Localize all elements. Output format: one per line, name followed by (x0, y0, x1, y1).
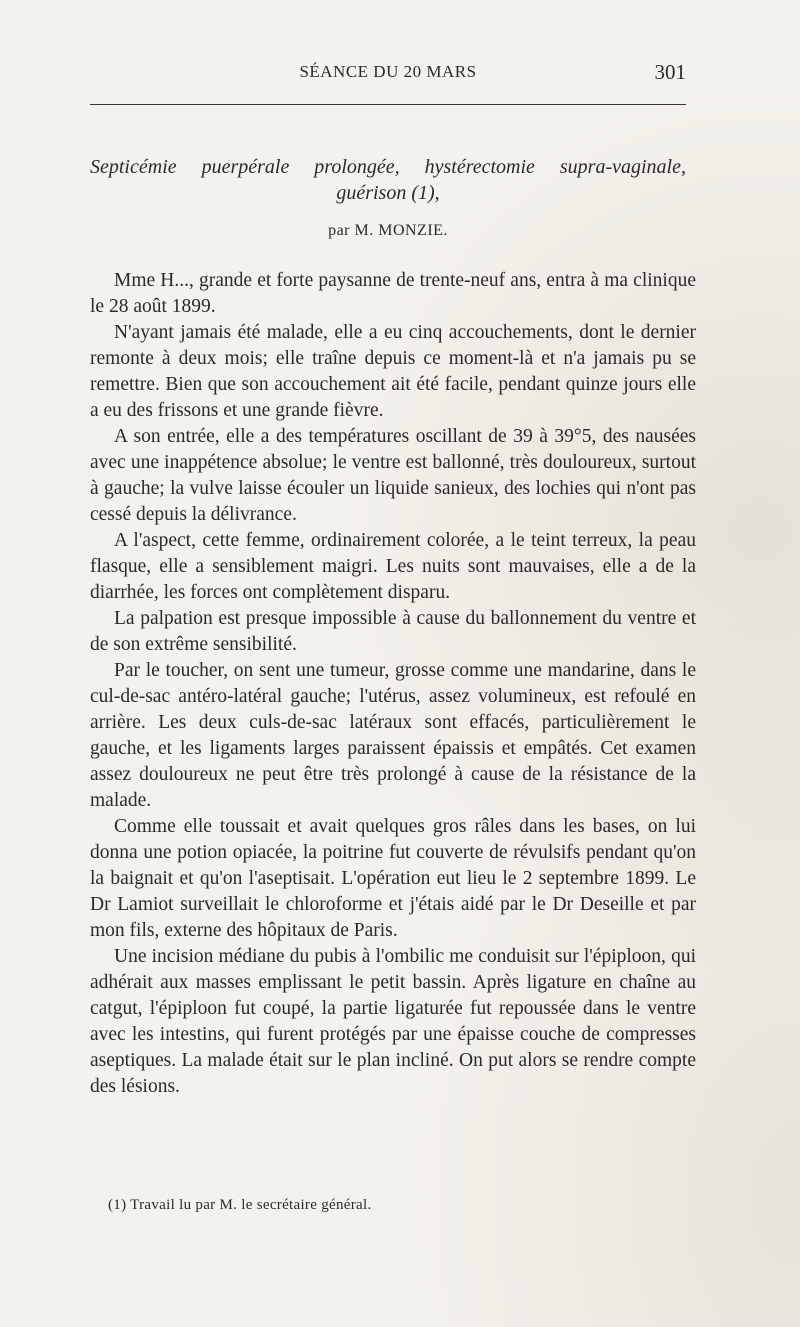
article-title-line-2: guérison (1), (336, 182, 440, 204)
paragraph: A l'aspect, cette femme, ordinairement colorée, a le teint terreux, la peau flasque, elle a sensiblement maigri. Les nuits sont mauvaises, elle a de la diarrhée, les forces ont complètement disparu. (90, 530, 696, 603)
footnote: (1) Travail lu par M. le secrétaire général. (108, 1197, 372, 1213)
article-author: par M. MONZIE. (328, 222, 448, 239)
paragraph: Mme H..., grande et forte paysanne de trente-neuf ans, entra à ma clinique le 28 août 1899. (90, 270, 696, 317)
paragraph: La palpation est presque impossible à cause du ballonnement du ventre et de son extrême sensibilité. (90, 608, 696, 655)
paragraph: A son entrée, elle a des températures oscillant de 39 à 39°5, des nausées avec une inappétence absolue; le ventre est ballonné, très douloureux, surtout à gauche; la vulve laisse écouler un liquide sanieux, des lochies qui n'ont pas cessé depuis la délivrance. (90, 426, 696, 525)
article-body (90, 268, 696, 1100)
header-rule (90, 104, 686, 105)
article-title-line-1: Septicémie puerpérale prolongée, hystérectomie supra-vaginale, (90, 156, 686, 178)
page-number: 301 (654, 60, 686, 84)
paragraph: Une incision médiane du pubis à l'ombilic me conduisit sur l'épiploon, qui adhérait aux masses emplissant le petit bassin. Après ligature en chaîne au catgut, l'épiploon fut coupé, la partie ligaturée fut repoussée dans le ventre avec les intestins, qui furent protégés par une épaisse couche de compresses aseptiques. La malade était sur le plan incliné. On put alors se rendre compte des lésions. (90, 946, 696, 1097)
paragraph: Par le toucher, on sent une tumeur, grosse comme une mandarine, dans le cul-de-sac antéro-latéral gauche; l'utérus, assez volumineux, est refoulé en arrière. Les deux culs-de-sac latéraux sont effacés, particulièrement le gauche, et les ligaments larges paraissent épaissis et empâtés. Cet examen assez douloureux ne peut être très prolongé à cause de la résistance de la malade. (90, 660, 696, 811)
running-title: SÉANCE DU 20 MARS (299, 62, 477, 81)
running-head (90, 62, 686, 92)
paragraph: N'ayant jamais été malade, elle a eu cinq accouchements, dont le dernier remonte à deux mois; elle traîne depuis ce moment-là et n'a jamais pu se remettre. Bien que son accouchement ait été facile, pendant quinze jours elle a eu des frissons et une grande fièvre. (90, 322, 696, 421)
paragraph: Comme elle toussait et avait quelques gros râles dans les bases, on lui donna une potion opiacée, la poitrine fut couverte de révulsifs pendant qu'on la baignait et qu'on l'aseptisait. L'opération eut lieu le 2 septembre 1899. Le Dr Lamiot surveillait le chloroforme et j'étais aidé par le Dr Deseille et par mon fils, externe des hôpitaux de Paris. (90, 816, 696, 941)
